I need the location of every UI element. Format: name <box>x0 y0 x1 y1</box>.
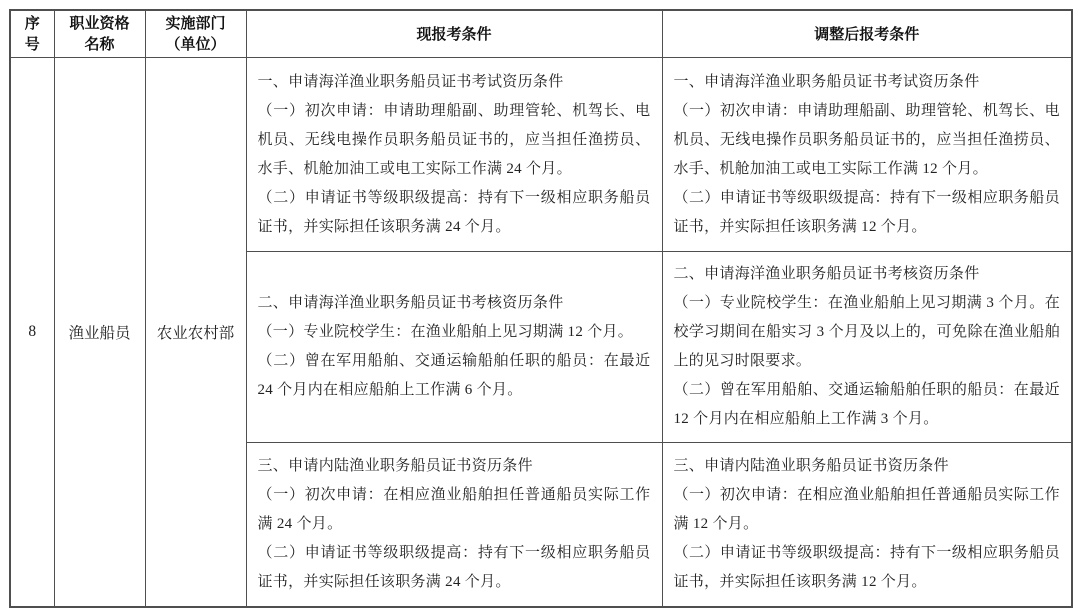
condition-paragraph: 二、申请海洋渔业职务船员证书考核资历条件 <box>257 295 564 311</box>
condition-paragraph: （二）申请证书等级职级提高：持有下一级相应职务船员证书，并实际担任该职务满 12 个月。 <box>673 544 1060 590</box>
condition-paragraph: （一）初次申请：申请助理船副、助理管轮、机驾长、电机员、无线电操作员职务船员证书的，应当担任渔捞员、水手、机舱加油工或电工实际工作满 24 个月。 <box>257 102 651 177</box>
header-department <box>145 10 246 58</box>
condition-paragraph: （一）专业院校学生：在渔业船舶上见习期满 3 个月。在校学习期间在船实习 3 个月及以上的，可免除在渔业船舶上的见习时限要求。 <box>673 295 1060 369</box>
qualification-table-container <box>9 9 1071 608</box>
condition-paragraph: （一）初次申请：申请助理船副、助理管轮、机驾长、电机员、无线电操作员职务船员证书的，应当担任渔捞员、水手、机舱加油工或电工实际工作满 12 个月。 <box>673 102 1060 177</box>
condition-paragraph: 三、申请内陆渔业职务船员证书资历条件 <box>257 457 533 474</box>
header-adjusted-conditions: 调整后报考条件 <box>662 10 1072 58</box>
condition-paragraph: （一）专业院校学生：在渔业船舶上见习期满 12 个月。 <box>257 324 634 340</box>
condition-paragraph: （二）曾在军用船舶、交通运输船舶任职的船员：在最近 24 个月内在相应船舶上工作满 6 个月。 <box>257 353 651 398</box>
condition-paragraph: 三、申请内陆渔业职务船员证书资历条件 <box>673 457 949 474</box>
cell-adjusted-conditions-block1 <box>662 58 1072 252</box>
cell-current-conditions-block1 <box>246 58 662 252</box>
cell-current-conditions-block2 <box>246 252 662 443</box>
header-row <box>10 10 1072 58</box>
header-seq <box>10 10 54 58</box>
condition-paragraph: 一、申请海洋渔业职务船员证书考试资历条件 <box>673 73 980 90</box>
qualification-table <box>9 9 1073 608</box>
condition-paragraph: （二）申请证书等级职级提高：持有下一级相应职务船员证书，并实际担任该职务满 24 个月。 <box>257 544 651 590</box>
cell-current-conditions-block3 <box>246 443 662 607</box>
header-department-line2: （单位） <box>165 36 226 53</box>
cell-seq-number: 8 <box>10 58 54 607</box>
header-seq-line2: 号 <box>24 36 40 53</box>
condition-paragraph: 一、申请海洋渔业职务船员证书考试资历条件 <box>257 73 564 90</box>
table-row-block1 <box>10 58 1072 252</box>
cell-adjusted-conditions-block2 <box>662 252 1072 443</box>
cell-department: 农业农村部 <box>145 58 246 607</box>
header-qualification-line1: 职业资格 <box>69 15 130 32</box>
condition-paragraph: （一）初次申请：在相应渔业船舶担任普通船员实际工作满 12 个月。 <box>673 486 1060 532</box>
condition-paragraph: （二）申请证书等级职级提高：持有下一级相应职务船员证书，并实际担任该职务满 24 个月。 <box>257 189 651 235</box>
cell-adjusted-conditions-block3 <box>662 443 1072 607</box>
header-current-conditions: 现报考条件 <box>246 10 662 58</box>
header-department-line1: 实施部门 <box>165 15 226 32</box>
header-seq-line1: 序 <box>24 15 40 32</box>
condition-paragraph: （二）申请证书等级职级提高：持有下一级相应职务船员证书，并实际担任该职务满 12 个月。 <box>673 189 1060 235</box>
condition-paragraph: （二）曾在军用船舶、交通运输船舶任职的船员：在最近 12 个月内在相应船舶上工作满 3 个月。 <box>673 382 1060 427</box>
condition-paragraph: 二、申请海洋渔业职务船员证书考核资历条件 <box>673 266 980 282</box>
header-qualification-name <box>54 10 145 58</box>
header-qualification-line2: 名称 <box>84 36 115 53</box>
condition-paragraph: （一）初次申请：在相应渔业船舶担任普通船员实际工作满 24 个月。 <box>257 486 651 532</box>
cell-qualification-name: 渔业船员 <box>54 58 145 607</box>
